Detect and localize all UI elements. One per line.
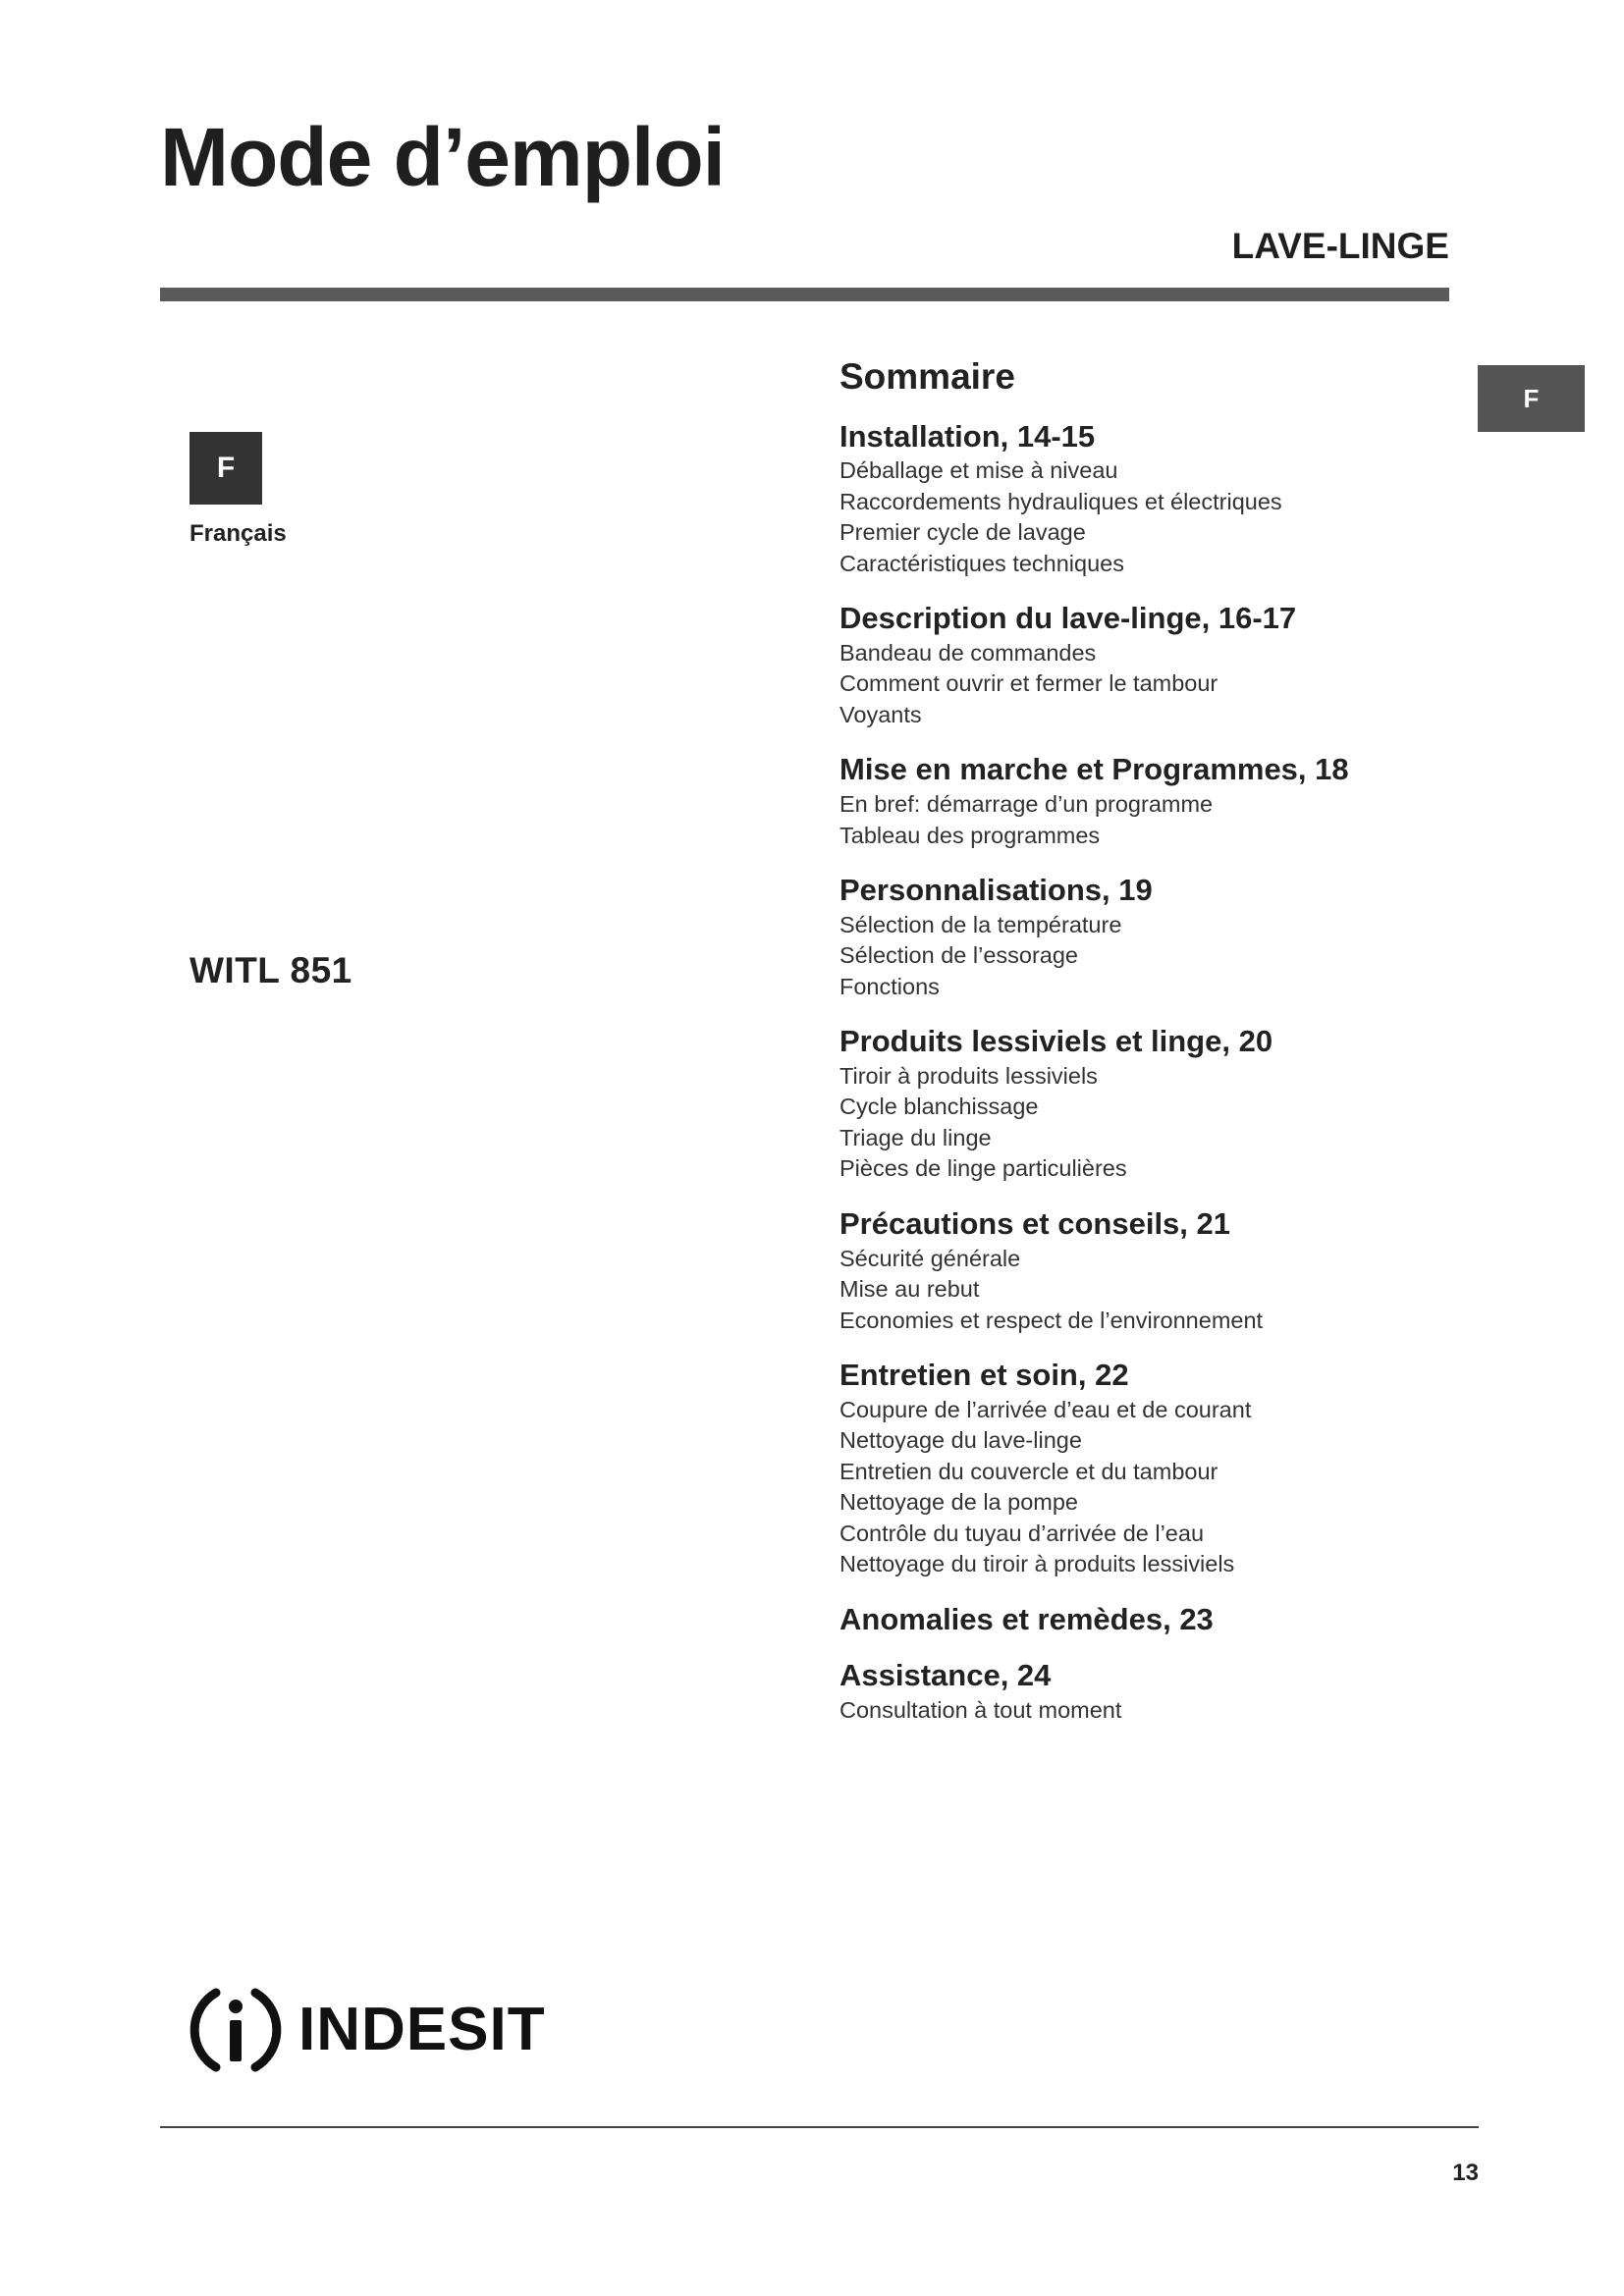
toc-section-title: Personnalisations, 19 <box>839 873 1153 908</box>
toc-item-list <box>839 789 1468 851</box>
toc-section-title: Description du lave-linge, 16-17 <box>839 601 1297 636</box>
toc-item: Tiroir à produits lessiviels <box>839 1062 1098 1089</box>
toc-item: Triage du linge <box>839 1124 992 1150</box>
language-name: Français <box>189 520 287 547</box>
toc-item: Mise au rebut <box>839 1276 980 1303</box>
toc-section-title: Installation, 14-15 <box>839 418 1096 454</box>
toc-item: Sécurité générale <box>839 1245 1021 1271</box>
toc-section-title: Anomalies et remèdes, 23 <box>839 1601 1214 1636</box>
language-code-badge: F <box>189 432 262 505</box>
toc-item: Fonctions <box>839 973 940 999</box>
table-of-contents <box>839 357 1468 1747</box>
toc-item: Premier cycle de lavage <box>839 519 1086 546</box>
toc-item: Comment ouvrir et fermer le tambour <box>839 670 1218 697</box>
toc-item: Consultation à tout moment <box>839 1696 1122 1723</box>
toc-item: Déballage et mise à niveau <box>839 457 1118 484</box>
toc-item: Economies et respect de l’environnement <box>839 1307 1264 1333</box>
brand-logo <box>187 1981 546 2079</box>
toc-section-list <box>839 419 1468 1727</box>
toc-section <box>839 1024 1468 1185</box>
header-rule <box>160 288 1449 301</box>
toc-item: Nettoyage du lave-linge <box>839 1427 1082 1454</box>
toc-item-list <box>839 1244 1468 1337</box>
toc-item: Nettoyage de la pompe <box>839 1489 1078 1516</box>
toc-section-title: Mise en marche et Programmes, 18 <box>839 752 1349 787</box>
product-type-label: LAVE-LINGE <box>1231 226 1449 266</box>
toc-section <box>839 873 1468 1002</box>
toc-section <box>839 1658 1468 1726</box>
footer-rule <box>160 2126 1479 2128</box>
toc-item: Pièces de linge particulières <box>839 1155 1127 1182</box>
indesit-logo-icon <box>187 1981 285 2079</box>
toc-section-title: Entretien et soin, 22 <box>839 1358 1129 1393</box>
toc-item: Coupure de l’arrivée d’eau et de courant <box>839 1396 1252 1422</box>
toc-item: Raccordements hydrauliques et électriques <box>839 488 1282 514</box>
toc-section <box>839 1358 1468 1580</box>
toc-heading: Sommaire <box>839 356 1015 397</box>
brand-name: INDESIT <box>298 1996 546 2063</box>
toc-item: Sélection de l’essorage <box>839 942 1078 969</box>
toc-section <box>839 752 1468 851</box>
toc-item-list <box>839 1395 1468 1580</box>
toc-item-list <box>839 910 1468 1003</box>
toc-item: Nettoyage du tiroir à produits lessiviels <box>839 1551 1235 1577</box>
model-number: WITL 851 <box>189 950 352 990</box>
language-side-tab: F <box>1478 365 1585 432</box>
toc-item: Tableau des programmes <box>839 822 1101 848</box>
toc-item: Caractéristiques techniques <box>839 550 1124 576</box>
page-title: Mode d’emploi <box>160 111 725 203</box>
toc-section <box>839 1602 1468 1637</box>
toc-section-title: Assistance, 24 <box>839 1658 1052 1693</box>
page-number: 13 <box>1452 2160 1479 2186</box>
toc-section-title: Précautions et conseils, 21 <box>839 1205 1231 1241</box>
toc-item: Voyants <box>839 701 922 727</box>
toc-item: Bandeau de commandes <box>839 639 1097 666</box>
toc-item-list <box>839 1695 1468 1727</box>
toc-section <box>839 1206 1468 1336</box>
toc-item: Entretien du couvercle et du tambour <box>839 1458 1218 1484</box>
toc-section <box>839 601 1468 730</box>
toc-item-list <box>839 638 1468 731</box>
toc-section <box>839 419 1468 580</box>
toc-item: En bref: démarrage d’un programme <box>839 791 1214 818</box>
toc-item: Cycle blanchissage <box>839 1094 1039 1120</box>
toc-item: Sélection de la température <box>839 911 1122 937</box>
toc-section-title: Produits lessiviels et linge, 20 <box>839 1024 1273 1059</box>
toc-item-list <box>839 1061 1468 1185</box>
toc-item-list <box>839 455 1468 579</box>
toc-item: Contrôle du tuyau d’arrivée de l’eau <box>839 1520 1205 1546</box>
